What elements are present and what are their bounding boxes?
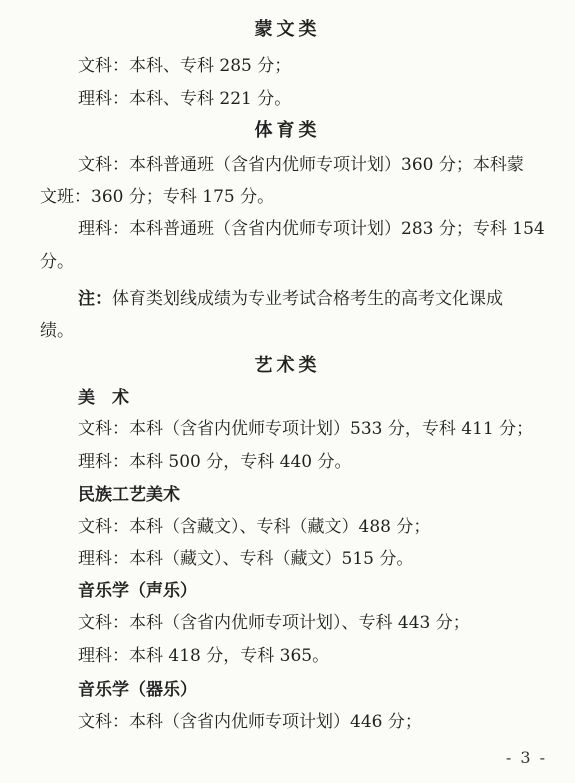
mongol-wen-line: 文科：本科、专科 285 分； [78,56,292,76]
mongol-li-line: 理科：本科、专科 221 分。 [78,89,292,109]
art-shengyue-title: 音乐学（声乐） [78,581,197,601]
note-label: 注： [78,289,112,309]
sports-note-line-2: 绩。 [40,321,74,341]
sports-wen-line-1: 文科：本科普通班（含省内优师专项计划）360 分；本科蒙 [78,155,524,175]
art-qiyue-wen: 文科：本科（含省内优师专项计划）446 分； [78,712,422,732]
art-qiyue-title: 音乐学（器乐） [78,680,197,700]
art-minzu-title: 民族工艺美术 [78,485,180,505]
art-minzu-li: 理科：本科（藏文）、专科（藏文）515 分。 [78,549,414,569]
note-text-1: 体育类划线成绩为专业考试合格考生的高考文化课成 [112,289,503,309]
section-title-art: 艺术类 [254,355,321,376]
art-shengyue-li: 理科：本科 418 分，专科 365。 [78,646,330,666]
section-title-mongol: 蒙文类 [254,19,321,40]
art-minzu-wen: 文科：本科（含藏文）、专科（藏文）488 分； [78,517,431,537]
art-meishu-li: 理科：本科 500 分，专科 440 分。 [78,452,352,472]
sports-wen-line-2: 文班：360 分；专科 175 分。 [40,187,275,207]
sports-li-line-1: 理科：本科普通班（含省内优师专项计划）283 分；专科 154 [78,219,545,239]
art-meishu-title: 美 术 [78,388,129,408]
page-number: - 3 - [505,748,547,767]
sports-note [78,287,575,311]
art-shengyue-wen: 文科：本科（含省内优师专项计划）、专科 443 分； [78,613,470,633]
art-meishu-wen: 文科：本科（含省内优师专项计划）533 分，专科 411 分； [78,419,534,439]
section-title-sports: 体育类 [254,120,321,141]
sports-li-line-2: 分。 [40,252,74,272]
